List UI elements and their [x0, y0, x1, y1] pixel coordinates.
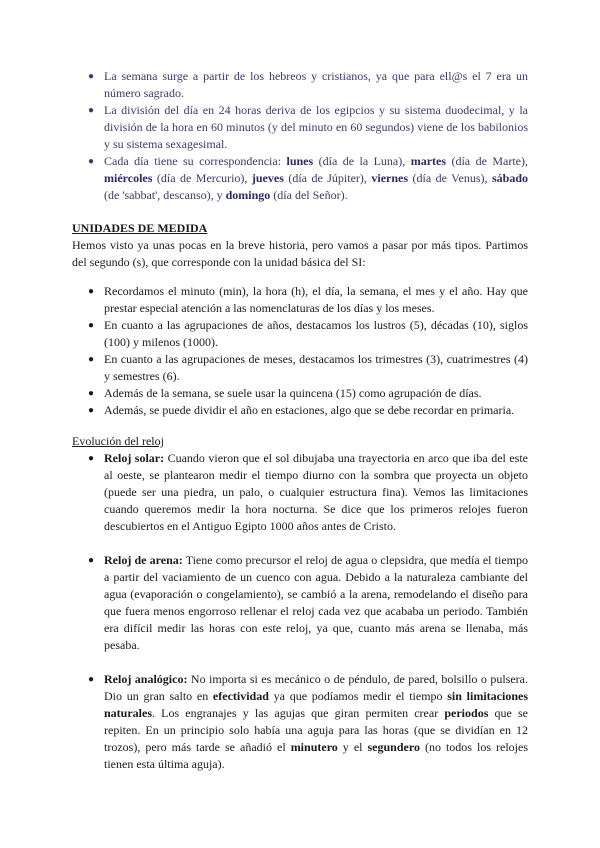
section-heading-evolution: Evolución del reloj	[72, 434, 164, 448]
list-item: ● Recordamos el minuto (min), la hora (h), el día, la semana, el mes y el año. Hay que prestar especial atención a las nomenclaturas de los días y los meses.	[88, 284, 528, 315]
list-item: ● Además de la semana, se suele usar la quincena (15) como agrupación de días.	[88, 386, 482, 400]
units-list	[88, 283, 528, 419]
bullet-icon: ●	[88, 674, 95, 685]
bullet-icon: ●	[88, 320, 95, 331]
intro-list	[88, 68, 528, 204]
bullet-icon: ●	[88, 405, 95, 416]
list-item-analog-clock: ● Reloj analógico: No importa si es mecánico o de péndulo, de pared, bolsillo o pulsera. Dio un gran salto en efectividad ya que podíamos medir el tiempo sin limitaciones naturales. Los engranajes y las agujas que giran permiten crear periodos que se repiten. En un principio solo había una aguja para las horas (que se dividían en 12 trozos), pero más tarde se añadió el minutero y el segundero (no todos los relojes tienen esta última aguja).	[88, 672, 528, 771]
clock-title: Reloj analógico:	[104, 672, 188, 686]
clocks-list	[88, 450, 528, 773]
list-item: ● En cuanto a las agrupaciones de años, destacamos los lustros (5), décadas (10), siglos (100) y milenos (1000).	[88, 318, 528, 349]
list-item: ● En cuanto a las agrupaciones de meses, destacamos los trimestres (3), cuatrimestres (4) y semestres (6).	[88, 352, 528, 383]
document-page	[72, 68, 528, 790]
list-item: ● La semana surge a partir de los hebreos y cristianos, ya que para ell@s el 7 era un número sagrado.	[88, 69, 528, 100]
bullet-icon: ●	[88, 354, 95, 365]
clock-title: Reloj de arena:	[104, 553, 183, 567]
clock-title: Reloj solar:	[104, 451, 165, 465]
bullet-icon: ●	[88, 453, 95, 464]
list-item-solar-clock: ● Reloj solar: Cuando vieron que el sol dibujaba una trayectoria en arco que iba del este al oeste, se plantearon medir el tiempo diurno con la sombra que proyecta un objeto (puede ser una piedra, un palo, o cualquier estructura fina). Vemos las limitaciones cuando queremos medir la hora nocturna. Se dice que los primeros relojes fueron descubiertos en el Antiguo Egipto 1000 años antes de Cristo.	[88, 451, 528, 533]
list-item: ● Además, se puede dividir el año en estaciones, algo que se debe recordar en primaria.	[88, 403, 515, 417]
bullet-icon: ●	[88, 388, 95, 399]
bullet-icon: ●	[88, 105, 95, 116]
list-item: ● La división del día en 24 horas deriva de los egipcios y su sistema duodecimal, y la división de la hora en 60 minutos (y del minuto en 60 segundos) viene de los babilonios y su sistema sexagesimal.	[88, 103, 528, 151]
bullet-icon: ●	[88, 555, 95, 566]
section-heading-units: UNIDADES DE MEDIDA	[72, 221, 208, 235]
bullet-icon: ●	[88, 71, 95, 82]
list-item-sand-clock: ● Reloj de arena: Tiene como precursor el reloj de agua o clepsidra, que medía el tiempo a partir del vaciamiento de un cuenco con agua. Debido a la naturaleza cambiante del agua (evaporación o congelamiento), se cambió a la arena, remodelando el diseño para que fuera menos engorroso rellenar el reloj cada vez que acababa un periodo. También era difícil medir las horas con este reloj, ya que, cuanto más arena se llenaba, más pesaba.	[88, 553, 528, 652]
units-intro-paragraph: Hemos visto ya unas pocas en la breve historia, pero vamos a pasar por más tipos. Partimos del segundo (s), que corresponde con la unidad básica del SI:	[72, 238, 528, 269]
bullet-icon: ●	[88, 156, 95, 167]
list-item: ● Cada día tiene su correspondencia: lunes (día de la Luna), martes (día de Marte), miércoles (día de Mercurio), jueves (día de Júpiter), viernes (día de Venus), sábado (de 'sabbat', descanso), y domingo (día del Señor).	[88, 154, 528, 202]
bullet-icon: ●	[88, 286, 95, 297]
